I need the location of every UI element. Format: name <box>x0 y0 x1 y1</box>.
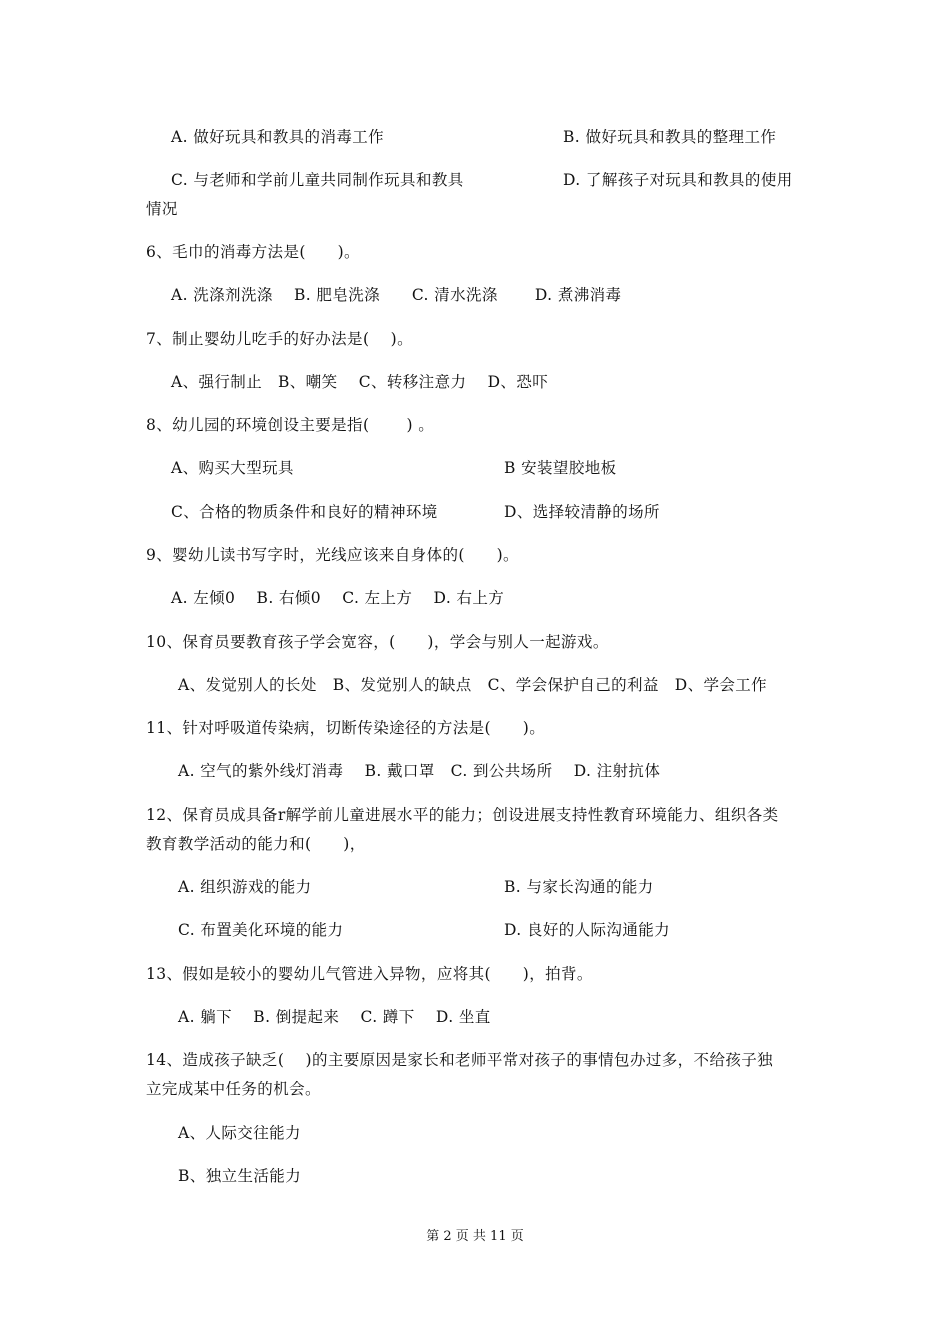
q14-option-b: B、独立生活能力 <box>178 1167 302 1185</box>
q8-option-c: C、合格的物质条件和良好的精神环境 <box>171 503 438 521</box>
q5-option-b: B. 做好玩具和教具的整理工作 <box>563 128 777 146</box>
question-7: 7、制止婴幼儿吃手的好办法是( )。 <box>146 330 413 348</box>
q11-options: A. 空气的紫外线灯消毒 B. 戴口罩 C. 到公共场所 D. 注射抗体 <box>178 762 661 780</box>
page-footer: 第 2 页 共 11 页 <box>426 1229 524 1244</box>
q12-option-b: B. 与家长沟通的能力 <box>504 878 654 896</box>
q7-options: A、强行制止 B、嘲笑 C、转移注意力 D、恐吓 <box>171 373 549 391</box>
q12-option-a: A. 组织游戏的能力 <box>178 878 312 896</box>
question-13: 13、假如是较小的婴幼儿气管进入异物，应将其( )，拍背。 <box>146 965 593 983</box>
q10-options: A、发觉别人的长处 B、发觉别人的缺点 C、学会保护自己的利益 D、学会工作 <box>178 676 768 694</box>
question-6: 6、毛巾的消毒方法是( )。 <box>146 243 360 261</box>
q14-option-a: A、人际交往能力 <box>178 1124 301 1142</box>
question-11: 11、针对呼吸道传染病，切断传染途径的方法是( )。 <box>146 719 546 737</box>
q5-option-d: D. 了解孩子对玩具和教具的使用 <box>563 171 793 189</box>
q5-option-c: C. 与老师和学前儿童共同制作玩具和教具 <box>171 171 464 189</box>
q8-option-d: D、选择较清静的场所 <box>504 503 660 521</box>
question-12-continued: 教育教学活动的能力和( )， <box>146 835 366 853</box>
q8-option-b: B 安装望胶地板 <box>504 459 617 477</box>
question-8: 8、幼儿园的环境创设主要是指( ) 。 <box>146 416 435 434</box>
q12-option-c: C. 布置美化环境的能力 <box>178 921 344 939</box>
q5-option-a: A. 做好玩具和教具的消毒工作 <box>171 128 385 146</box>
question-9: 9、婴幼儿读书写字时，光线应该来自身体的( )。 <box>146 546 519 564</box>
q8-option-a: A、购买大型玩具 <box>171 459 294 477</box>
q13-options: A. 躺下 B. 倒提起来 C. 蹲下 D. 坐直 <box>178 1008 491 1026</box>
question-10: 10、保育员要教育孩子学会宽容，( )，学会与别人一起游戏。 <box>146 633 609 651</box>
question-14-continued: 立完成某中任务的机会。 <box>146 1080 321 1098</box>
question-14: 14、造成孩子缺乏( )的主要原因是家长和老师平常对孩子的事情包办过多，不给孩子独 <box>146 1051 774 1069</box>
question-12: 12、保育员成具备r解学前儿童进展水平的能力；创设进展支持性教育环境能力、组织各类 <box>146 806 779 824</box>
q6-options: A. 洗涤剂洗涤 B. 肥皂洗涤 C. 清水洗涤 D. 煮沸消毒 <box>171 286 622 304</box>
q5-option-d-continued: 情况 <box>146 200 178 218</box>
q9-options: A. 左倾0 B. 右倾0 C. 左上方 D. 右上方 <box>171 589 505 607</box>
q12-option-d: D. 良好的人际沟通能力 <box>504 921 671 939</box>
